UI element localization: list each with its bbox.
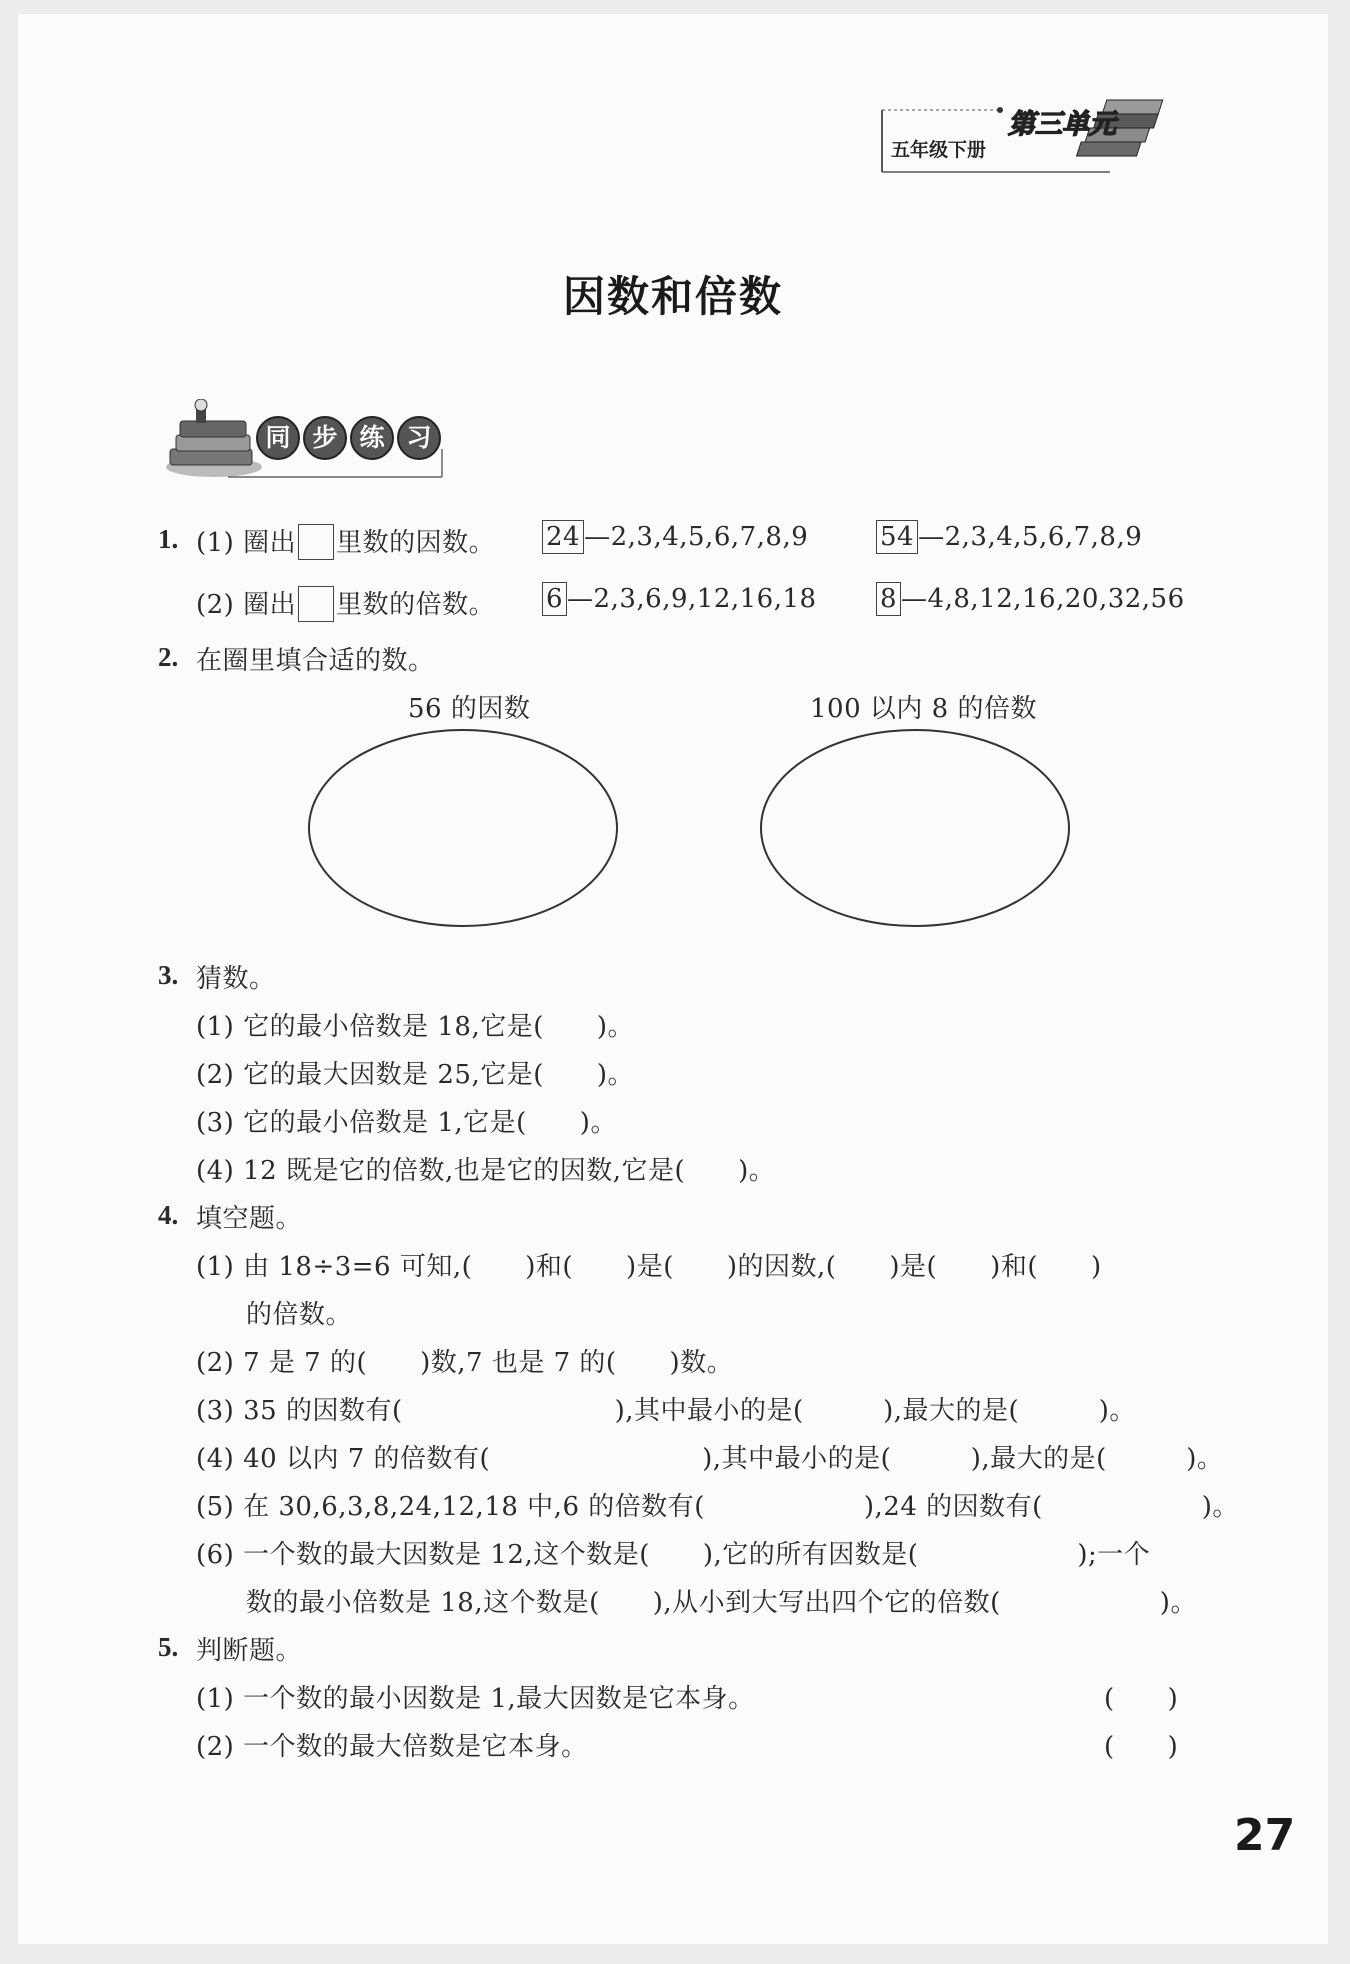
candidate-list[interactable]: —4,8,12,16,20,32,56 — [901, 584, 1185, 614]
framed-number: 54 — [876, 520, 918, 554]
q4-item[interactable]: (2) 7 是 7 的( )数,7 也是 7 的( )数。 — [196, 1348, 734, 1378]
question-number: 4. — [158, 1200, 179, 1230]
q1-group — [876, 582, 1185, 616]
workbook-page — [18, 14, 1328, 1944]
multiples-circle[interactable] — [761, 730, 1069, 926]
q1-item-label: (1) 圈出 — [196, 528, 297, 558]
q3-item[interactable]: (4) 12 既是它的倍数,也是它的因数,它是( )。 — [196, 1156, 776, 1186]
judgement-blank[interactable]: ( ) — [1104, 1684, 1179, 1714]
page-title: 因数和倍数 — [562, 272, 783, 321]
badge-char: 练 — [350, 416, 394, 460]
badge-char: 步 — [303, 416, 347, 460]
question-number: 3. — [158, 960, 179, 990]
question-number: 5. — [158, 1632, 179, 1662]
framed-number: 6 — [542, 582, 567, 616]
q4-item-continued[interactable]: 数的最小倍数是 18,这个数是( ),从小到大写出四个它的倍数( )。 — [246, 1588, 1197, 1618]
answer-box[interactable] — [298, 524, 334, 560]
q1-group — [542, 520, 808, 554]
unit-label: 第三单元 — [1008, 109, 1116, 140]
q3-item[interactable]: (2) 它的最大因数是 25,它是( )。 — [196, 1060, 634, 1090]
circle-label-factors: 56 的因数 — [408, 694, 531, 724]
q4-item[interactable]: (5) 在 30,6,3,8,24,12,18 中,6 的倍数有( ),24 的因数有( )。 — [196, 1492, 1239, 1522]
q1-item-1 — [196, 522, 495, 562]
q4-item-continued: 的倍数。 — [246, 1300, 353, 1330]
circle-label-multiples: 100 以内 8 的倍数 — [810, 694, 1037, 724]
q3-item[interactable]: (3) 它的最小倍数是 1,它是( )。 — [196, 1108, 617, 1138]
q4-item[interactable]: (1) 由 18÷3=6 可知,( )和( )是( )的因数,( )是( )和( ) — [196, 1252, 1102, 1282]
factors-circle[interactable] — [309, 730, 617, 926]
q1-item-suffix: 里数的因数。 — [336, 528, 496, 558]
question-text: 判断题。 — [196, 1636, 303, 1666]
candidate-list[interactable]: —2,3,4,5,6,7,8,9 — [584, 522, 809, 552]
question-text: 在圈里填合适的数。 — [196, 646, 435, 676]
page-number: 27 — [1234, 1810, 1296, 1861]
q4-item[interactable]: (3) 35 的因数有( ),其中最小的是( ),最大的是( )。 — [196, 1396, 1136, 1426]
question-number: 2. — [158, 642, 179, 672]
question-text: 猜数。 — [196, 964, 276, 994]
answer-box[interactable] — [298, 586, 334, 622]
framed-number: 24 — [542, 520, 584, 554]
grade-label: 五年级下册 — [891, 139, 987, 161]
framed-number: 8 — [876, 582, 901, 616]
q1-group — [876, 520, 1142, 554]
q5-item: (1) 一个数的最小因数是 1,最大因数是它本身。 — [196, 1684, 755, 1714]
q1-item-2 — [196, 584, 495, 624]
q3-item[interactable]: (1) 它的最小倍数是 18,它是( )。 — [196, 1012, 634, 1042]
candidate-list[interactable]: —2,3,6,9,12,16,18 — [567, 584, 817, 614]
q5-item: (2) 一个数的最大倍数是它本身。 — [196, 1732, 588, 1762]
q1-item-label: (2) 圈出 — [196, 590, 297, 620]
q4-item[interactable]: (4) 40 以内 7 的倍数有( ),其中最小的是( ),最大的是( )。 — [196, 1444, 1224, 1474]
q1-group — [542, 582, 817, 616]
badge-char: 同 — [256, 416, 300, 460]
question-text: 填空题。 — [196, 1204, 303, 1234]
badge-char: 习 — [397, 416, 441, 460]
judgement-blank[interactable]: ( ) — [1104, 1732, 1179, 1762]
question-number: 1. — [158, 524, 179, 554]
answer-circles — [308, 726, 1108, 946]
q1-item-suffix: 里数的倍数。 — [336, 590, 496, 620]
q4-item[interactable]: (6) 一个数的最大因数是 12,这个数是( ),它的所有因数是( );一个 — [196, 1540, 1151, 1570]
candidate-list[interactable]: —2,3,4,5,6,7,8,9 — [918, 522, 1143, 552]
section-badge-chars — [256, 416, 441, 460]
